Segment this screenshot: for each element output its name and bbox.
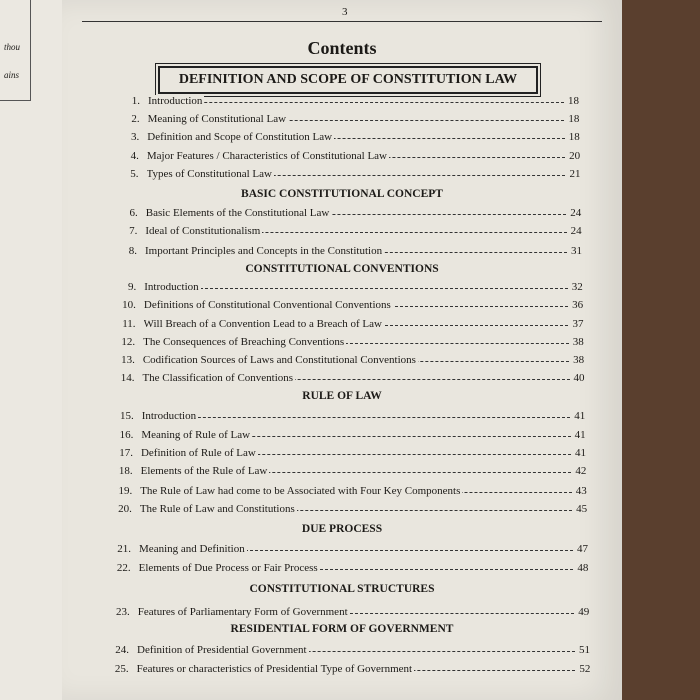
leader-dashes [154,102,564,103]
entry-page: 41 [574,429,586,441]
entry-number: 17. [119,447,133,459]
entry-title: Definition of Rule of Law [140,447,256,459]
section-heading: CONSTITUTIONAL STRUCTURES [249,583,435,595]
entry-number: 10. [122,299,136,311]
entry-title: Will Breach of a Convention Lead to a Breach of Law [143,318,382,330]
entry-title: The Rule of Law and Constitutions [139,503,295,515]
entry-page: 40 [573,372,585,384]
toc-entry[interactable] [110,280,622,294]
entry-number: 7. [129,225,138,237]
entry-title: Meaning of Rule of Law [141,429,251,441]
section-heading: DUE PROCESS [301,523,383,535]
toc-entry[interactable] [110,298,622,312]
entry-page: 45 [576,503,588,515]
side-note-1: thou [4,42,21,52]
entry-page: 36 [572,299,584,311]
entry-title: Definitions of Constitutional Conventional Conventions [143,299,391,311]
toc-entry[interactable] [107,428,622,442]
entry-number: 20. [118,503,132,515]
toc-entry[interactable] [111,244,622,258]
entry-page: 48 [577,562,589,574]
section-heading: CONSTITUTIONAL CONVENTIONS [245,263,439,275]
entry-number: 3. [131,131,140,143]
entry-number: 12. [121,336,136,348]
toc-entry[interactable] [111,224,622,238]
entry-title: Elements of the Rule of Law [140,465,268,477]
page-title: Contents [307,38,377,58]
top-rule [82,21,602,22]
toc-entry[interactable] [103,643,622,657]
entry-page: 41 [575,447,587,459]
chapter-heading: DEFINITION AND SCOPE OF CONSTITUTION LAW [158,66,538,94]
page-number: 3 [342,6,348,18]
entry-page: 38 [573,354,585,366]
entry-page: 24 [570,225,582,237]
entry-title: Elements of Due Process or Fair Process [138,562,318,574]
entry-page: 43 [575,485,587,497]
entry-page: 31 [571,245,582,257]
entry-number: 5. [130,168,139,180]
entry-number: 15. [119,410,134,422]
entry-number: 23. [116,606,130,618]
toc-entry[interactable] [105,542,622,556]
entry-number: 11. [122,318,136,330]
entry-number: 21. [117,543,132,555]
entry-number: 8. [128,245,137,257]
toc-entry[interactable] [113,149,622,163]
entry-title: Introduction [144,281,199,293]
background-edge [622,0,700,700]
toc-entry[interactable] [107,464,622,478]
toc-entry[interactable] [114,112,622,126]
entry-number: 6. [129,207,138,219]
entry-title: The Rule of Law had come to be Associated with Four Key Components [140,485,461,497]
contents-page [62,0,622,700]
entry-page: 18 [568,95,579,107]
entry-title: Codification Sources of Laws and Constitutional Conventions [142,354,416,366]
entry-title: Basic Elements of the Constitutional Law [145,207,330,219]
entry-page: 52 [579,663,591,675]
toc-entry[interactable] [103,662,622,676]
toc-entry[interactable] [106,502,622,516]
toc-entry[interactable] [113,130,622,144]
entry-title: Features or characteristics of Presidential Type of Government [136,663,413,675]
entry-page: 41 [574,410,586,422]
entry-title: Definition and Scope of Constitution Law [147,131,333,143]
entry-title: Introduction [141,410,197,422]
entry-page: 42 [575,465,587,477]
leader-dashes [150,288,567,289]
entry-title: The Classification of Conventions [142,372,294,384]
entry-number: 14. [120,372,135,384]
entry-number: 19. [118,485,133,497]
section-heading: BASIC CONSTITUTIONAL CONCEPT [241,188,443,200]
side-note-2: ains [4,70,20,80]
entry-page: 32 [571,281,583,293]
entry-number: 18. [118,465,133,477]
toc-entry[interactable] [110,317,622,331]
entry-title: Types of Constitutional Law [146,168,272,180]
entry-title: The Consequences of Breaching Conventions [143,336,345,348]
entry-title: Definition of Presidential Government [137,644,307,656]
toc-entry[interactable] [109,335,622,349]
entry-title: Features of Parliamentary Form of Government [137,606,348,618]
entry-page: 51 [578,644,590,656]
leader-dashes [148,417,571,418]
entry-number: 24. [115,644,130,656]
entry-page: 24 [570,207,582,219]
toc-entry[interactable] [106,484,622,498]
toc-entry[interactable] [113,167,622,181]
entry-page: 47 [576,543,588,555]
entry-title: Important Principles and Concepts in the Constitution [145,245,383,257]
toc-entry[interactable] [107,446,622,460]
toc-entry[interactable] [109,353,622,367]
entry-title: Meaning and Definition [139,543,245,555]
entry-number: 1. [131,95,140,107]
entry-number: 13. [121,354,135,366]
toc-entry[interactable] [112,206,622,220]
entry-page: 18 [568,131,580,143]
entry-page: 20 [569,150,581,162]
entry-title: Ideal of Constitutionalism [145,225,261,237]
section-heading: RESIDENTIAL FORM OF GOVERNMENT [230,623,454,635]
toc-entry[interactable] [108,371,622,385]
entry-number: 25. [114,663,129,675]
entry-number: 2. [131,113,140,125]
entry-title: Introduction [148,95,203,107]
entry-number: 4. [130,150,139,162]
entry-page: 49 [578,606,590,618]
side-note-box [0,0,31,101]
toc-entry[interactable] [114,94,622,108]
entry-number: 9. [128,281,137,293]
entry-number: 22. [116,562,131,574]
entry-number: 16. [119,429,134,441]
toc-entry[interactable] [108,409,622,423]
section-heading: RULE OF LAW [302,390,382,402]
entry-page: 37 [572,318,584,330]
entry-title: Major Features / Characteristics of Constitutional Law [146,150,387,162]
entry-page: 38 [572,336,584,348]
entry-title: Meaning of Constitutional Law [147,113,287,125]
toc-entry[interactable] [104,605,622,619]
toc-entry[interactable] [105,561,622,575]
entry-page: 21 [569,168,581,180]
entry-page: 18 [568,113,580,125]
